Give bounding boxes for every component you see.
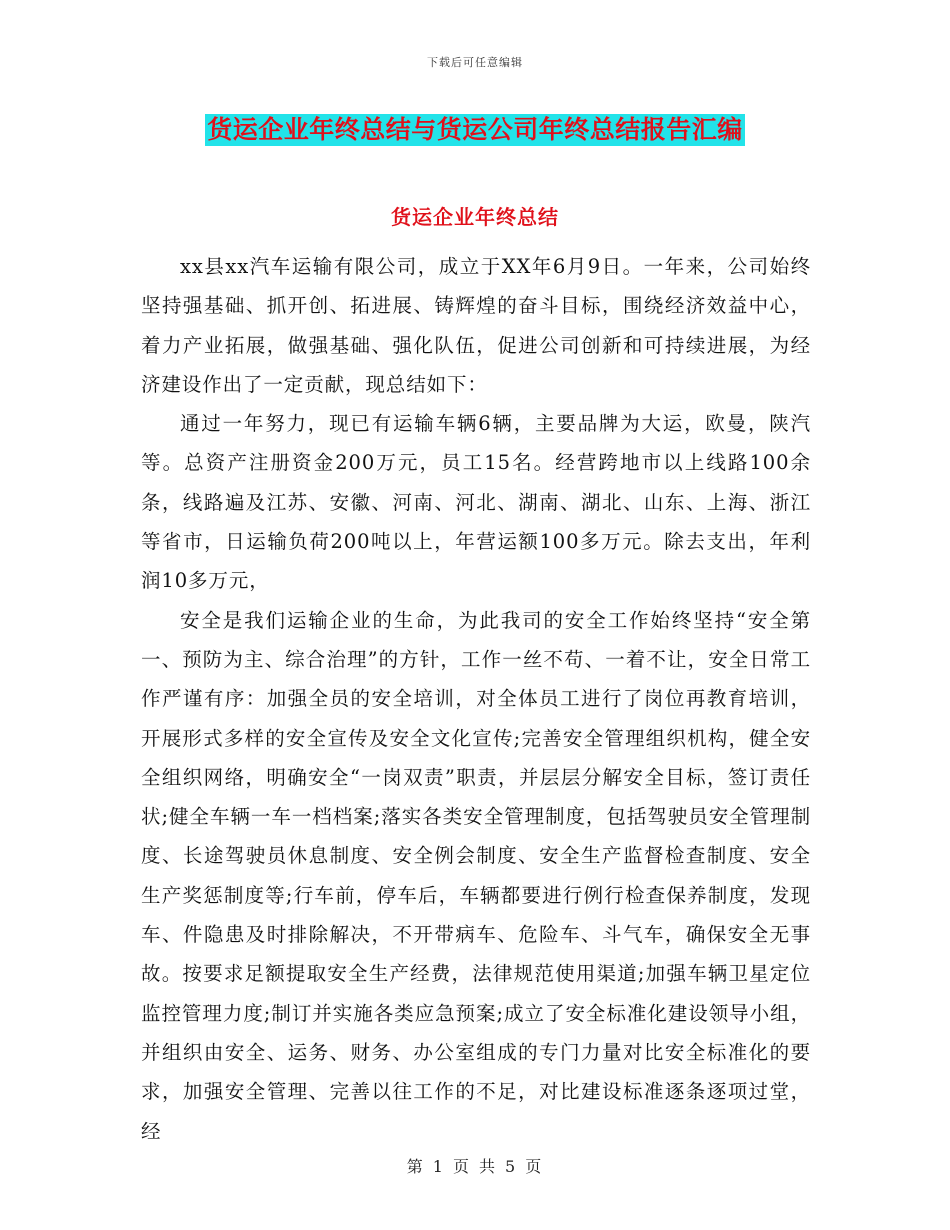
main-title: 货运企业年终总结与货运公司年终总结报告汇编 xyxy=(207,115,743,144)
main-title-container xyxy=(0,114,950,146)
section-title: 货运企业年终总结 xyxy=(391,205,559,229)
document-body xyxy=(141,247,811,1151)
paragraph: xx县xx汽车运输有限公司，成立于XX年6月9日。一年来，公司始终坚持强基础、抓开创、拓进展、铸辉煌的奋斗目标，围绕经济效益中心，着力产业拓展，做强基础、强化队伍，促进公司创新和可持续进展，为经济建设作出了一定贡献，现总结如下： xyxy=(141,255,811,396)
footer-total-prefix: 共 xyxy=(479,1157,498,1176)
page-footer xyxy=(0,1154,950,1177)
paragraph: 通过一年努力，现已有运输车辆6辆，主要品牌为大运，欧曼，陕汽等。总资产注册资金200万元，员工15名。经营跨地市以上线路100余条，线路遍及江苏、安徽、河南、河北、湖南、湖北、山东、上海、浙江等省市，日运输负荷200吨以上，年营运额100多万元。除去支出，年利润10多万元， xyxy=(141,412,811,593)
footer-page-number: 1 xyxy=(432,1157,445,1176)
footer-suffix: 页 xyxy=(525,1157,544,1176)
footer-total-pages: 5 xyxy=(505,1157,518,1176)
paragraph: 安全是我们运输企业的生命，为此我司的安全工作始终坚持“安全第一、预防为主、综合治理”的方针，工作一丝不苟、一着不让，安全日常工作严谨有序：加强全员的安全培训，对全体员工进行了岗位再教育培训，开展形式多样的安全宣传及安全文化宣传;完善安全管理组织机构，健全安全组织网络，明确安全“一岗双责”职责，并层层分解安全目标，签订责任状;健全车辆一车一档档案;落实各类安全管理制度，包括驾驶员安全管理制度、长途驾驶员休息制度、安全例会制度、安全生产监督检查制度、安全生产奖惩制度等;行车前，停车后，车辆都要进行例行检查保养制度，发现车、件隐患及时排除解决，不开带病车、危险车、斗气车，确保安全无事故。按要求足额提取安全生产经费，法律规范使用渠道;加强车辆卫星定位监控管理力度;制订并实施各类应急预案;成立了安全标准化建设领导小组，并组织由安全、运务、财务、办公室组成的专门力量对比安全标准化的要求，加强安全管理、完善以往工作的不足，对比建设标准逐条逐项过堂，经 xyxy=(141,608,811,1143)
header-note: 下载后可任意编辑 xyxy=(427,56,523,69)
footer-prefix: 第 xyxy=(406,1157,425,1176)
footer-middle: 页 xyxy=(452,1157,471,1176)
